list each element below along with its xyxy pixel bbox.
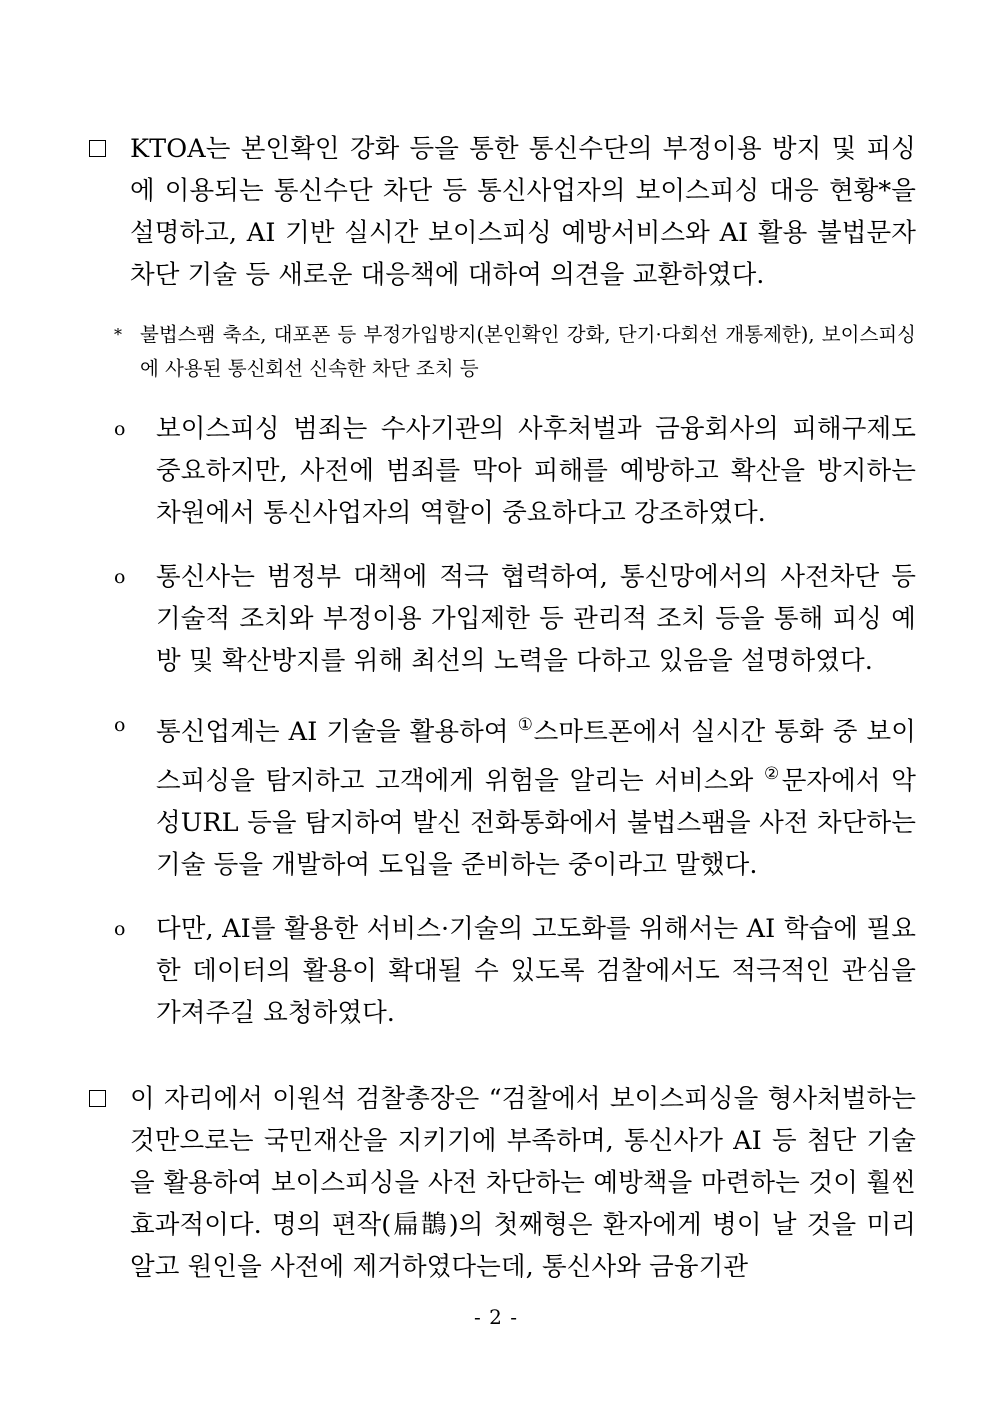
bullet-2-text: 통신사는 범정부 대책에 적극 협력하여, 통신망에서의 사전차단 등 기술적 조치와 부정이용 가입제한 등 관리적 조치 등을 통해 피싱 예방 및 확산방지를 위해 최선의 노력을 다하고 있음을 설명하였다. (156, 562, 916, 676)
document-body (88, 128, 916, 1288)
spacer (88, 682, 916, 704)
bullet-block-4 (88, 908, 916, 1034)
circle-bullet-marker: o (114, 418, 126, 440)
page-number: - 2 - (474, 1305, 518, 1329)
footnote-block-1 (88, 318, 916, 386)
circled-number-2-icon: ② (764, 764, 782, 784)
asterisk-marker: * (114, 325, 122, 344)
bullet-block-3 (88, 704, 916, 886)
circle-bullet-marker: o (114, 918, 126, 940)
circle-bullet-marker: o (114, 566, 126, 588)
circle-bullet-marker: o (114, 714, 126, 736)
paragraph-1-text: KTOA는 본인확인 강화 등을 통한 통신수단의 부정이용 방지 및 피싱에 이용되는 통신수단 차단 등 통신사업자의 보이스피싱 대응 현황*을 설명하고, AI 기반 실시간 보이스피싱 예방서비스와 AI 활용 불법문자 차단 기술 등 새로운 대응책에 대하여 의견을 교환하였다. (130, 134, 916, 290)
bullet-3-segment-a: 통신업계는 AI 기술을 활용하여 (156, 717, 518, 747)
circled-number-1-icon: ① (517, 715, 534, 735)
spacer (88, 886, 916, 908)
spacer (88, 1034, 916, 1078)
square-bullet-icon (89, 140, 106, 157)
bullet-3-segment-c: 문자에서 악성URL 등을 탐지하여 발신 전화통화에서 불법스팸을 사전 차단하는 기술 등을 개발하여 도입을 준비하는 중이라고 말했다. (156, 766, 916, 880)
footnote-1-text: 불법스팸 축소, 대포폰 등 부정가입방지(본인확인 강화, 단기·다회선 개통제한), 보이스피싱에 사용된 통신회선 신속한 차단 조치 등 (140, 323, 916, 380)
bullet-block-2 (88, 556, 916, 682)
bullet-1-text: 보이스피싱 범죄는 수사기관의 사후처벌과 금융회사의 피해구제도 중요하지만, 사전에 범죄를 막아 피해를 예방하고 확산을 방지하는 차원에서 통신사업자의 역할이 중요하다고 강조하였다. (156, 414, 916, 528)
spacer (88, 296, 916, 318)
square-bullet-icon (89, 1090, 106, 1107)
bullet-3-text (88, 704, 916, 886)
spacer (88, 386, 916, 408)
paragraph-block-2 (88, 1078, 916, 1288)
bullet-3-segment-b: 스마트폰에서 실시간 통화 중 보이스피싱을 탐지하고 고객에게 위험을 알리는 서비스와 (156, 717, 916, 796)
paragraph-block-1 (88, 128, 916, 296)
spacer (88, 534, 916, 556)
paragraph-2-text: 이 자리에서 이원석 검찰총장은 “검찰에서 보이스피싱을 형사처벌하는 것만으로는 국민재산을 지키기에 부족하며, 통신사가 AI 등 첨단 기술을 활용하여 보이스피싱을 사전 차단하는 예방책을 마련하는 것이 훨씬 효과적이다. 명의 편작(扁鵲)의 첫째형은 환자에게 병이 날 것을 미리 알고 원인을 사전에 제거하였다는데, 통신사와 금융기관 (130, 1084, 916, 1282)
bullet-block-1 (88, 408, 916, 534)
bullet-4-text: 다만, AI를 활용한 서비스·기술의 고도화를 위해서는 AI 학습에 필요한 데이터의 활용이 확대될 수 있도록 검찰에서도 적극적인 관심을 가져주길 요청하였다. (156, 914, 916, 1028)
